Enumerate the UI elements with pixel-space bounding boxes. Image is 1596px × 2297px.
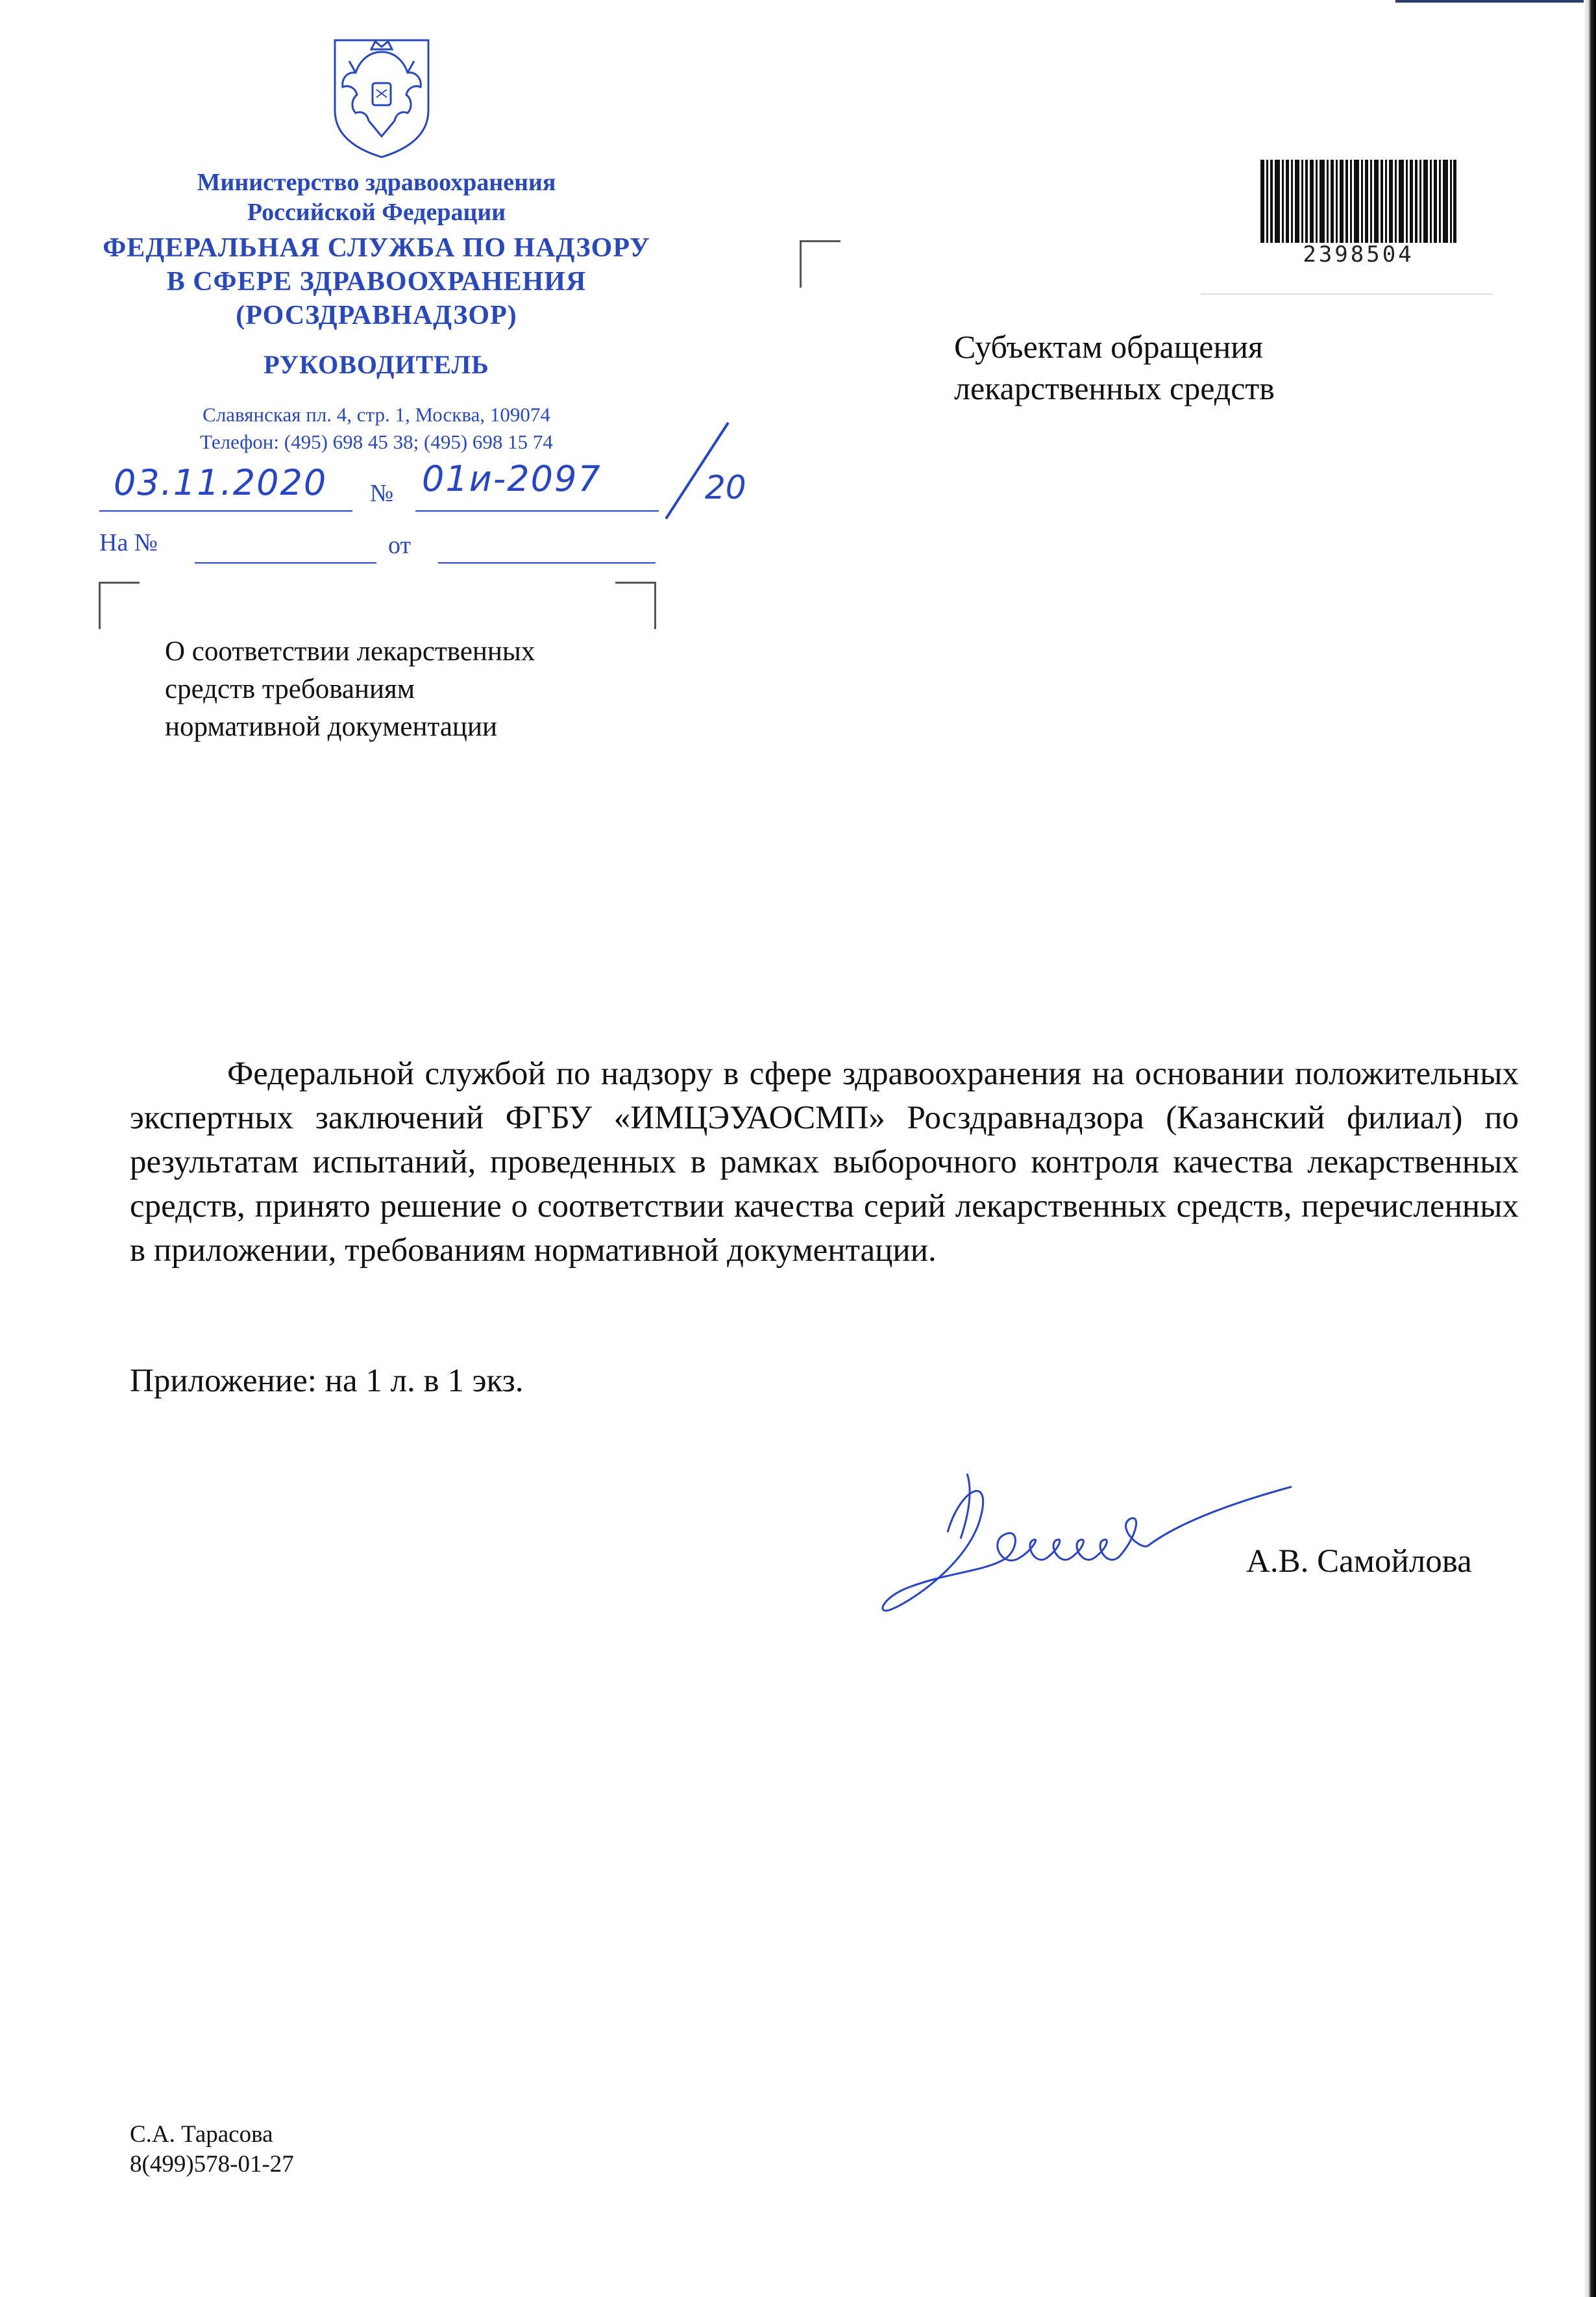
scan-edge-right [1584, 0, 1596, 2297]
ministry-line2: Российской Федерации [247, 199, 506, 226]
ministry-name [117, 168, 636, 227]
service-line1: ФЕДЕРАЛЬНАЯ СЛУЖБА ПО НАДЗОРУ [103, 233, 650, 263]
ministry-line1: Министерство здравоохранения [197, 169, 556, 196]
head-title: РУКОВОДИТЕЛЬ [264, 350, 489, 379]
addressee-block [954, 326, 1447, 409]
number-underline [415, 510, 659, 512]
from-label: от [388, 532, 411, 559]
address: Славянская пл. 4, стр. 1, Москва, 109074 [203, 403, 550, 426]
appendix-note: Приложение: на 1 л. в 1 экз. [130, 1363, 524, 1399]
handwritten-signature [870, 1448, 1298, 1630]
service-line3: (РОСЗДРАВНАДЗОР) [236, 301, 517, 330]
phone: Телефон: (495) 698 45 38; (495) 698 15 74 [200, 430, 553, 453]
scan-edge-top [1395, 0, 1590, 3]
addressee-line2: лекарственных средств [954, 370, 1275, 406]
from-line [438, 562, 656, 564]
addressee-corner-mark [800, 240, 841, 288]
coat-of-arms-icon [330, 32, 434, 160]
subject-corner-right [615, 582, 656, 629]
barcode-icon [1260, 160, 1456, 243]
signer-name: А.В. Самойлова [1246, 1543, 1472, 1580]
service-name [78, 231, 675, 332]
subject-corner-left [99, 582, 140, 629]
barcode-divider [1201, 293, 1493, 295]
registration-number: 01и-2097 [422, 458, 602, 499]
executor-name: С.А. Тарасова [130, 2121, 273, 2148]
contact-block [91, 401, 662, 456]
date-underline [99, 510, 352, 512]
service-line2: В СФЕРЕ ЗДРАВООХРАНЕНИЯ [166, 267, 587, 297]
reply-to-label: На № [99, 529, 158, 556]
number-sign: № [370, 480, 394, 507]
addressee-line1: Субъектам обращения [954, 329, 1263, 365]
registration-date: 03.11.2020 [114, 462, 328, 503]
executor-phone: 8(499)578-01-27 [130, 2151, 294, 2178]
reply-to-line [195, 562, 376, 564]
subject-line1: О соответствии лекарственных [165, 636, 535, 667]
barcode-number: 2398504 [1303, 242, 1414, 267]
subject-line3: нормативной документации [165, 712, 497, 742]
registration-number-suffix: 20 [705, 469, 746, 506]
body-paragraph: Федеральной службой по надзору в сфере здравоохранения на основании положительных экспертных заключений ФГБУ «ИМЦЭУАОСМП» Росздравнадзора (Казанский филиал) по результатам испытаний, проведенных в рамках выборочного контроля качества лекарственных средств, принято решение о соответствии качества серий лекарственных средств, перечисленных в приложении, требованиям нормативной документации. [130, 1056, 1519, 1269]
subject-block [165, 633, 684, 746]
subject-line2: средств требованиям [165, 674, 415, 704]
